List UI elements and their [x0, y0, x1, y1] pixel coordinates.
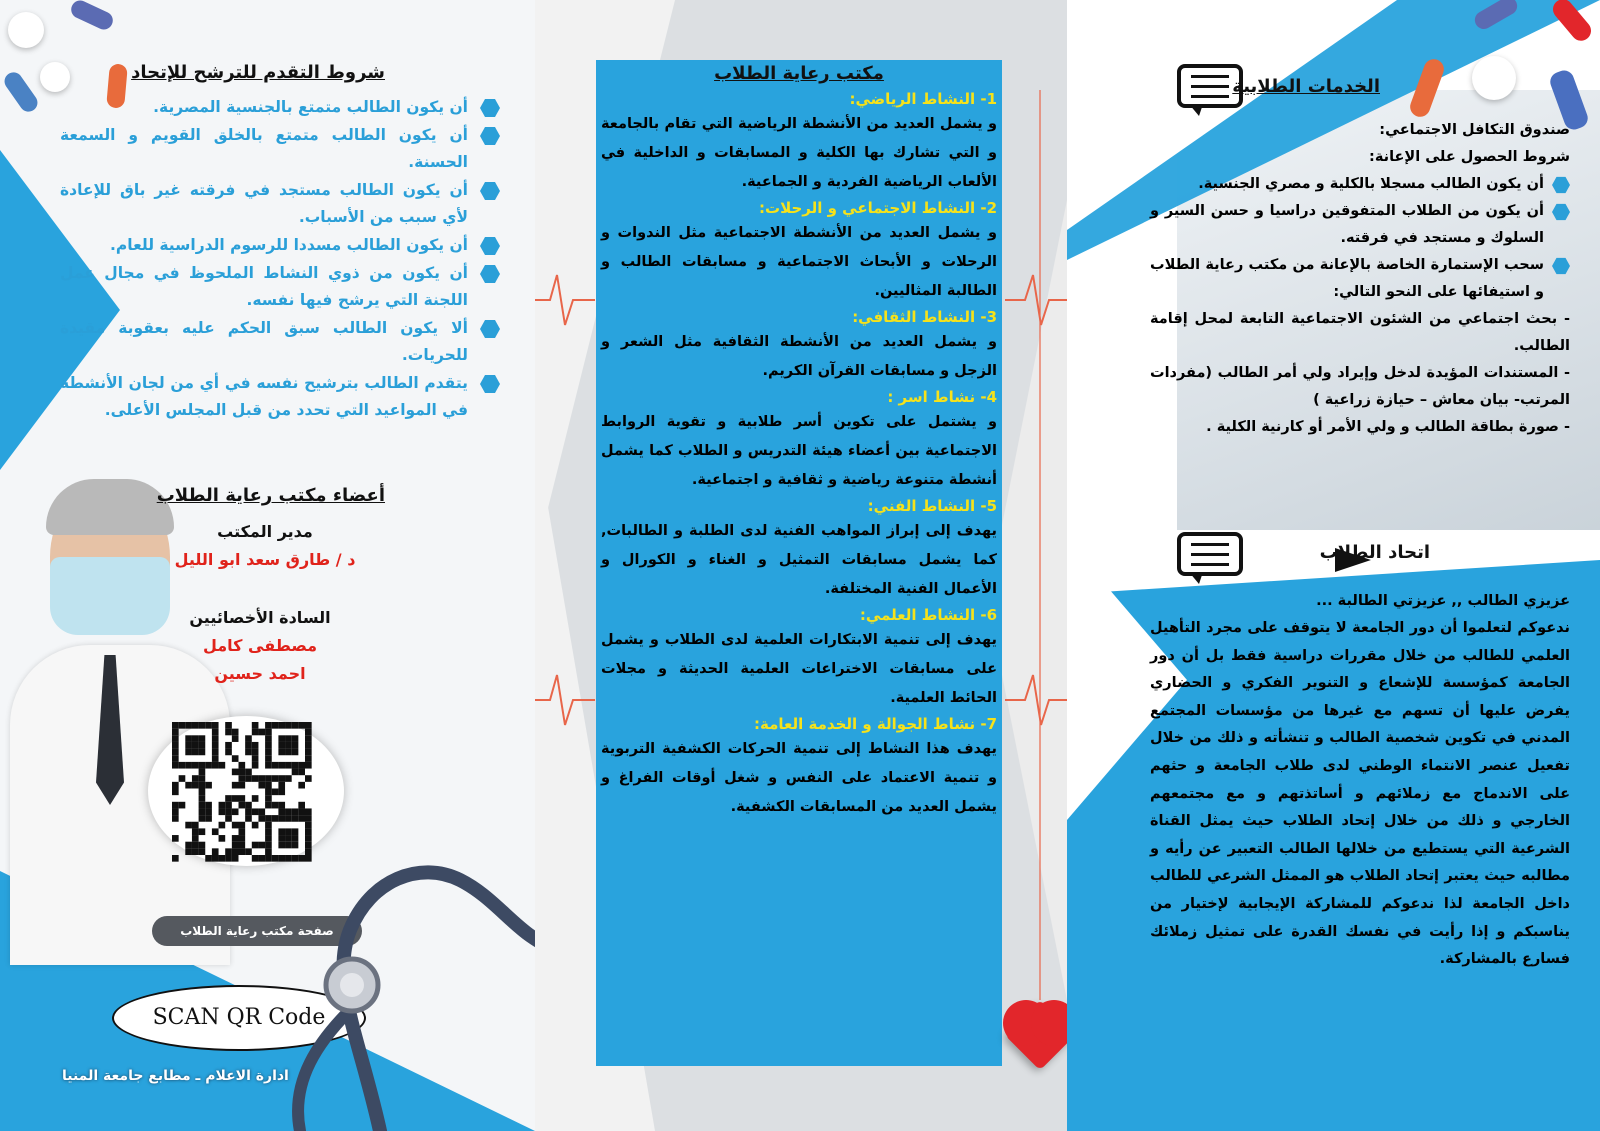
pill-icon — [68, 0, 115, 32]
greeting: عزيزي الطالب ,, عزيزتي الطالبة ... — [1316, 593, 1570, 609]
activity-title: 4- نشاط اسر : — [887, 388, 997, 406]
list-item: أن يكون من الطلاب المتفوقين دراسيا و حسن السير و السلوك و مستجد في فرقته. — [1150, 198, 1570, 252]
list-item: أن يكون الطالب متمتع بالخلق القويم و السمعة الحسنة. — [60, 122, 500, 176]
activity-section — [601, 88, 997, 197]
union-title: اتحاد الطلاب — [1319, 542, 1430, 563]
list-item: أن يكون الطالب مسجلا بالكلية و مصري الجنسية. — [1150, 171, 1570, 198]
activity-title: 6- النشاط العلمي: — [859, 606, 997, 624]
specialist-name: احمد حسين — [214, 664, 306, 683]
specialists-label: السادة الأخصائيين — [189, 608, 331, 627]
union-body: ندعوكم لتعلموا أن دور الجامعة لا يتوقف على مجرد التأهيل العلمي للطالب من خلال مقررات دراسية فقط بل أن دور الجامعة كمؤسسة للإشعاع و التنوير الفكري و الحضاري يفرض عليها أن تسهم مع غيرها من مؤسسات المجتمع المدني في تكوين شخصية الطالب و تنشأته و ذلك من خلال تفعيل عنصر الانتماء الوطني لدى طلاب الجامعة و حثهم على الاندماج مع زملائهم و أساتذتهم و مع مجتمعهم الخارجي و ذلك من خلال إتحاد الطلاب حيث يمثل القناة الشرعية التي يستطيع من خلالها الطالب التعبير عن رأيه و مطالبه حيث يعتبر إتحاد الطلاب هو الممثل الشرعي للطالب داخل الجامعة لذا ندعوكم للمشاركة الإيجابية لإختيار من يناسبكم و إذا رأيت في نفسك القدرة على تمثيل زملائك فسارع بالمشاركة. — [1150, 620, 1570, 968]
director-label: مدير المكتب — [217, 522, 313, 541]
hexagon-bullet-icon — [480, 319, 500, 339]
director-name: د / طارق سعد ابو الليل — [174, 550, 356, 569]
activity-title: 1- النشاط الرياضي: — [849, 90, 997, 108]
sub-item: - صورة بطاقة الطالب و ولي الأمر أو كارنية الكلية . — [1206, 419, 1570, 435]
union-conditions-title: شروط التقدم للترشح للإتحاد — [131, 62, 385, 83]
activity-section — [601, 604, 997, 713]
list-item: سحب الإستمارة الخاصة بالإعانة من مكتب رعاية الطلاب و استيفائها على النحو التالي: — [1150, 252, 1570, 306]
hexagon-bullet-icon — [480, 126, 500, 146]
list-item: أن يكون من ذوي النشاط الملحوظ في مجال عمل اللجنة التي يرشح فيها نفسه. — [60, 260, 500, 314]
qr-code[interactable] — [172, 722, 312, 862]
activity-title: 7- نشاط الجوالة و الخدمة العامة: — [754, 715, 997, 733]
activity-body: و يشمل العديد من الأنشطة الرياضية التي تقام بالجامعة و التي تشارك بها الكلية و المسابقات و الداخلية في الألعاب الرياضية الفردية و الجماعية. — [601, 116, 997, 190]
activity-body: يهدف إلى تنمية الابتكارات العلمية لدى الطلاب و يشمل على مسابقات الاختراعات العلمية الحديثة و مجلات الحائط العلمية. — [601, 632, 997, 706]
activity-title: 3- النشاط الثقافي: — [852, 308, 997, 326]
hexagon-bullet-icon — [480, 264, 500, 284]
union-content — [1150, 588, 1570, 974]
hexagon-bullet-icon — [480, 236, 500, 256]
middle-panel — [535, 0, 1067, 1131]
activity-title: 2- النشاط الاجتماعي و الرحلات: — [759, 199, 997, 217]
qr-code-frame[interactable] — [148, 716, 344, 866]
services-content — [1150, 117, 1570, 441]
left-panel — [0, 0, 535, 1131]
activity-body: يهدف إلى إبراز المواهب الفنية لدى الطلبة و الطالبات, كما يشمل مسابقات التمثيل و الغناء و الكورال و الأعمال الفنية المختلفة. — [601, 523, 997, 597]
activity-section — [601, 386, 997, 495]
conditions-title: شروط الحصول على الإعانة: — [1369, 149, 1570, 165]
middle-title: مكتب رعاية الطلاب — [714, 63, 884, 84]
members-title: أعضاء مكتب رعاية الطلاب — [156, 485, 385, 506]
union-conditions-list — [60, 94, 500, 425]
activity-body: و يشتمل على تكوين أسر طلابية و تقوية الروابط الاجتماعية بين أعضاء هيئة التدريس و الطلاب كما يشمل أنشطة متنوعة رياضية و ثقافية و اجتماعية. — [601, 414, 997, 488]
tablet-icon — [8, 12, 44, 48]
hexagon-bullet-icon — [1552, 257, 1570, 275]
list-item: أن يكون الطالب متمتع بالجنسية المصرية. — [60, 94, 500, 121]
tablet-icon — [1472, 56, 1516, 100]
sub-item: - بحث اجتماعي من الشئون الاجتماعية التابعة لمحل إقامة الطالب. — [1150, 311, 1570, 354]
footer-credit: ادارة الاعلام ـ مطابع جامعة المنيا — [62, 1068, 289, 1084]
activity-title: 5- النشاط الفني: — [867, 497, 997, 515]
activity-body: و يشمل العديد من الأنشطة الثقافية مثل الشعر و الزجل و مسابقات القرآن الكريم. — [601, 334, 997, 379]
fund-title: صندوق التكافل الاجتماعي: — [1379, 122, 1570, 138]
activity-section — [601, 495, 997, 604]
activity-section — [601, 306, 997, 386]
hexagon-bullet-icon — [480, 98, 500, 118]
scan-qr-label: SCAN QR Code — [112, 985, 366, 1051]
specialist-name: مصطفى كامل — [202, 636, 318, 655]
arrow-left-icon — [1335, 548, 1371, 572]
hexagon-bullet-icon — [480, 374, 500, 394]
activity-section — [601, 713, 997, 822]
hexagon-bullet-icon — [480, 181, 500, 201]
tablet-icon — [40, 62, 70, 92]
pill-icon — [1, 69, 41, 115]
list-item: أن يكون الطالب مسددا للرسوم الدراسية للعام. — [60, 232, 500, 259]
hexagon-bullet-icon — [1552, 203, 1570, 221]
chat-icon — [1177, 532, 1243, 576]
list-item: أن يكون الطالب مستجد في فرقته غير باق للإعادة لأي سبب من الأسباب. — [60, 177, 500, 231]
hexagon-bullet-icon — [1552, 176, 1570, 194]
list-item: ألا يكون الطالب سبق الحكم عليه بعقوبة مقيدة للحريات. — [60, 315, 500, 369]
services-title: الخدمات الطلابية — [1232, 76, 1380, 97]
list-item: يتقدم الطالب بترشيح نفسه في أي من لجان الأنشطة في المواعيد التي تحدد من قبل المجلس الأعلى. — [60, 370, 500, 424]
sub-item: - المستندات المؤيدة لدخل وإيراد ولي أمر الطالب (مفردات المرتب- بيان معاش – حيازة زراعية ) — [1150, 365, 1570, 408]
qr-caption: صفحة مكتب رعاية الطلاب — [152, 916, 362, 946]
activities-content — [596, 60, 1002, 822]
activity-section — [601, 197, 997, 306]
activity-body: يهدف هذا النشاط إلى تنمية الحركات الكشفية التربوية و تنمية الاعتماد على النفس و شغل أوقات الفراغ و يشمل العديد من المسابقات الكشفية. — [601, 741, 997, 815]
heart-icon — [1005, 1000, 1067, 1080]
right-panel — [1067, 0, 1600, 1131]
activity-body: و يشمل العديد من الأنشطة الاجتماعية مثل الندوات و الرحلات و الأبحاث الاجتماعية و مسابقات الطالب و الطالبة المثاليين. — [601, 225, 997, 299]
